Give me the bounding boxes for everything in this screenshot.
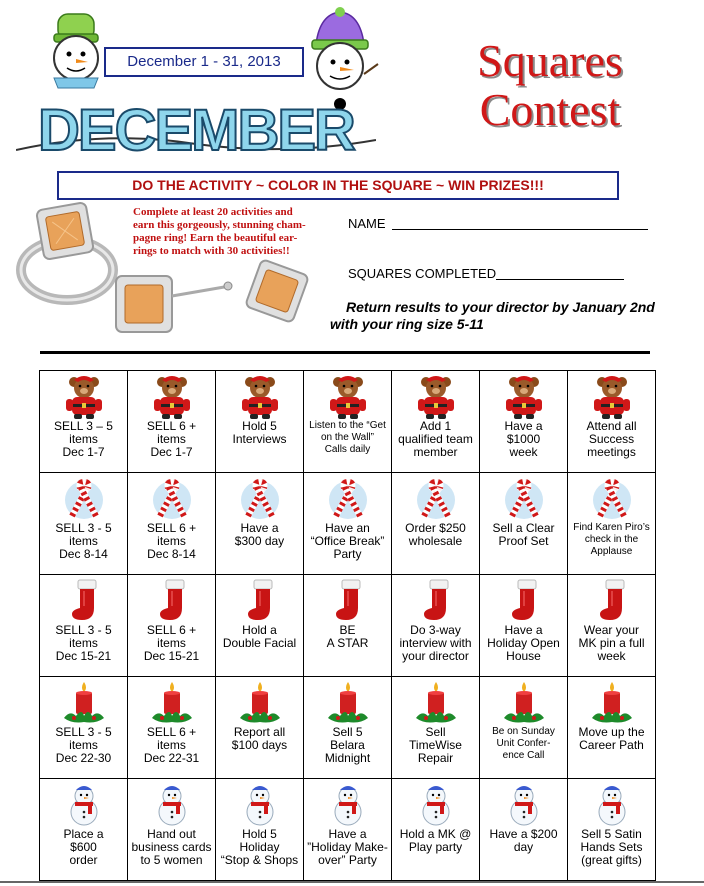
snowman-icon	[590, 782, 634, 828]
activity-square[interactable]	[216, 371, 304, 473]
title-line-1: Squares	[477, 35, 623, 86]
page-title	[440, 36, 660, 134]
activity-text: Have a ”Holiday Make- over” Party	[307, 827, 388, 867]
stocking-icon	[238, 578, 282, 624]
activity-square[interactable]	[304, 575, 392, 677]
candle-icon	[326, 680, 370, 726]
december-banner	[16, 100, 376, 162]
candle-icon	[414, 680, 458, 726]
activity-text: SELL 6 + items Dec 8-14	[146, 521, 197, 561]
snowman-icon	[62, 782, 106, 828]
activity-square[interactable]	[568, 473, 656, 575]
stocking-icon	[62, 578, 106, 624]
activity-text: BE A STAR	[326, 623, 369, 650]
activity-text: Move up the Career Path	[578, 725, 645, 752]
teddy-bear-icon	[590, 374, 634, 420]
activity-square[interactable]	[128, 575, 216, 677]
activity-text: Attend all Success meetings	[586, 419, 637, 459]
candle-icon	[62, 680, 106, 726]
candy-cane-icon	[238, 476, 282, 522]
activity-square[interactable]	[128, 779, 216, 881]
activity-square[interactable]	[392, 677, 480, 779]
activity-text: Do 3-way interview with your director	[399, 623, 472, 663]
activity-square[interactable]	[40, 473, 128, 575]
activity-square[interactable]	[568, 371, 656, 473]
snowman-icon	[502, 782, 546, 828]
activity-square[interactable]	[568, 575, 656, 677]
activity-text: Be on Sunday Unit Confer- ence Call	[492, 726, 555, 761]
activity-square[interactable]	[392, 473, 480, 575]
activity-text: Place a $600 order	[63, 827, 104, 867]
activity-text: SELL 6 + items Dec 1-7	[146, 419, 197, 459]
activity-square[interactable]	[392, 371, 480, 473]
activity-text: Hold a MK @ Play party	[399, 827, 472, 854]
activity-square[interactable]	[480, 473, 568, 575]
candle-icon	[502, 680, 546, 726]
activity-square[interactable]	[480, 371, 568, 473]
stocking-icon	[590, 578, 634, 624]
activity-square[interactable]	[480, 677, 568, 779]
snowman-green-hat-icon	[40, 4, 112, 104]
candle-icon	[238, 680, 282, 726]
activity-square[interactable]	[40, 677, 128, 779]
activity-square[interactable]	[40, 779, 128, 881]
activity-text: Hold 5 Holiday “Stop & Shops	[220, 827, 299, 867]
activity-square[interactable]	[216, 473, 304, 575]
activity-square[interactable]	[304, 779, 392, 881]
activity-text: SELL 3 – 5 items Dec 1-7	[54, 419, 113, 459]
activity-text: SELL 3 - 5 items Dec 22-30	[55, 725, 112, 765]
activity-square[interactable]	[304, 371, 392, 473]
candle-icon	[150, 680, 194, 726]
candle-icon	[590, 680, 634, 726]
squares-completed-label: SQUARES COMPLETED	[348, 266, 497, 281]
prize-description: Complete at least 20 activities and earn this gorgeously, stunning cham-pagne ring! Earn the beautiful ear-rings to match with 30 activities!!	[133, 206, 306, 257]
teddy-bear-icon	[414, 374, 458, 420]
activity-text: Have a $300 day	[234, 521, 285, 548]
activity-text: Find Karen Piro’s check in the Applause	[573, 522, 650, 557]
candy-cane-icon	[62, 476, 106, 522]
activity-text: Have a Holiday Open House	[487, 623, 560, 663]
activity-square[interactable]	[480, 779, 568, 881]
activity-square[interactable]	[480, 575, 568, 677]
stocking-icon	[502, 578, 546, 624]
activity-square[interactable]	[216, 779, 304, 881]
teddy-bear-icon	[326, 374, 370, 420]
activity-text: Sell TimeWise Repair	[409, 725, 462, 765]
activity-square[interactable]	[304, 677, 392, 779]
divider	[40, 351, 650, 354]
activity-text: Wear your MK pin a full week	[578, 623, 645, 663]
stocking-icon	[150, 578, 194, 624]
candy-cane-icon	[326, 476, 370, 522]
candy-cane-icon	[590, 476, 634, 522]
date-range: December 1 - 31, 2013	[104, 47, 304, 77]
grid-row	[40, 473, 656, 575]
activity-square[interactable]	[392, 575, 480, 677]
stocking-icon	[326, 578, 370, 624]
return-instructions: Return results to your director by January 2nd with your ring size 5-11	[330, 299, 655, 332]
page-edge	[0, 881, 704, 883]
teddy-bear-icon	[238, 374, 282, 420]
activity-text: SELL 3 - 5 items Dec 8-14	[55, 521, 112, 561]
activity-text: Sell a Clear Proof Set	[492, 521, 555, 548]
activity-text: SELL 6 + items Dec 22-31	[143, 725, 200, 765]
grid-row	[40, 371, 656, 473]
teddy-bear-icon	[150, 374, 194, 420]
snowman-purple-hat-icon	[300, 4, 380, 114]
name-label: NAME	[348, 216, 386, 231]
activity-square[interactable]	[568, 677, 656, 779]
earrings-icon	[112, 256, 312, 346]
squares-grid	[39, 370, 656, 881]
activity-square[interactable]	[128, 473, 216, 575]
candy-cane-icon	[150, 476, 194, 522]
snowman-icon	[326, 782, 370, 828]
candy-cane-icon	[414, 476, 458, 522]
teddy-bear-icon	[502, 374, 546, 420]
activity-text: Hold a Double Facial	[222, 623, 297, 650]
grid-row	[40, 677, 656, 779]
activity-text: Hold 5 Interviews	[232, 419, 287, 446]
activity-text: Have a $200 day	[489, 827, 558, 854]
activity-text: Sell 5 Satin Hands Sets (great gifts)	[580, 827, 643, 867]
activity-text: Hand out business cards to 5 women	[131, 827, 212, 867]
activity-text: Report all $100 days	[231, 725, 288, 752]
activity-text: Add 1 qualified team member	[398, 419, 473, 459]
activity-text: Sell 5 Belara Midnight	[324, 725, 371, 765]
name-field-line[interactable]	[392, 229, 648, 230]
grid-row	[40, 779, 656, 881]
grid-row	[40, 575, 656, 677]
ring-icon	[12, 200, 122, 310]
teddy-bear-icon	[62, 374, 106, 420]
snowman-icon	[414, 782, 458, 828]
activity-square[interactable]	[40, 371, 128, 473]
snowman-icon	[238, 782, 282, 828]
activity-text: SELL 3 - 5 items Dec 15-21	[55, 623, 112, 663]
activity-text: Have an “Office Break” Party	[310, 521, 385, 561]
activity-square[interactable]	[392, 779, 480, 881]
activity-square[interactable]	[216, 575, 304, 677]
activity-square[interactable]	[128, 677, 216, 779]
activity-square[interactable]	[40, 575, 128, 677]
activity-text: SELL 6 + items Dec 15-21	[143, 623, 200, 663]
stocking-icon	[414, 578, 458, 624]
activity-square[interactable]	[128, 371, 216, 473]
month-banner-text: DECEMBER	[38, 100, 354, 162]
candy-cane-icon	[502, 476, 546, 522]
activity-bar: DO THE ACTIVITY ~ COLOR IN THE SQUARE ~ WIN PRIZES!!!	[57, 171, 619, 200]
activity-text: Have a $1000 week	[504, 419, 543, 459]
snowman-icon	[150, 782, 194, 828]
activity-text: Order $250 wholesale	[405, 521, 466, 548]
activity-square[interactable]	[568, 779, 656, 881]
activity-square[interactable]	[304, 473, 392, 575]
activity-text: Listen to the “Get on the Wall” Calls daily	[309, 420, 386, 455]
title-line-2: Contest	[479, 84, 621, 135]
activity-square[interactable]	[216, 677, 304, 779]
squares-completed-field-line[interactable]	[496, 279, 624, 280]
